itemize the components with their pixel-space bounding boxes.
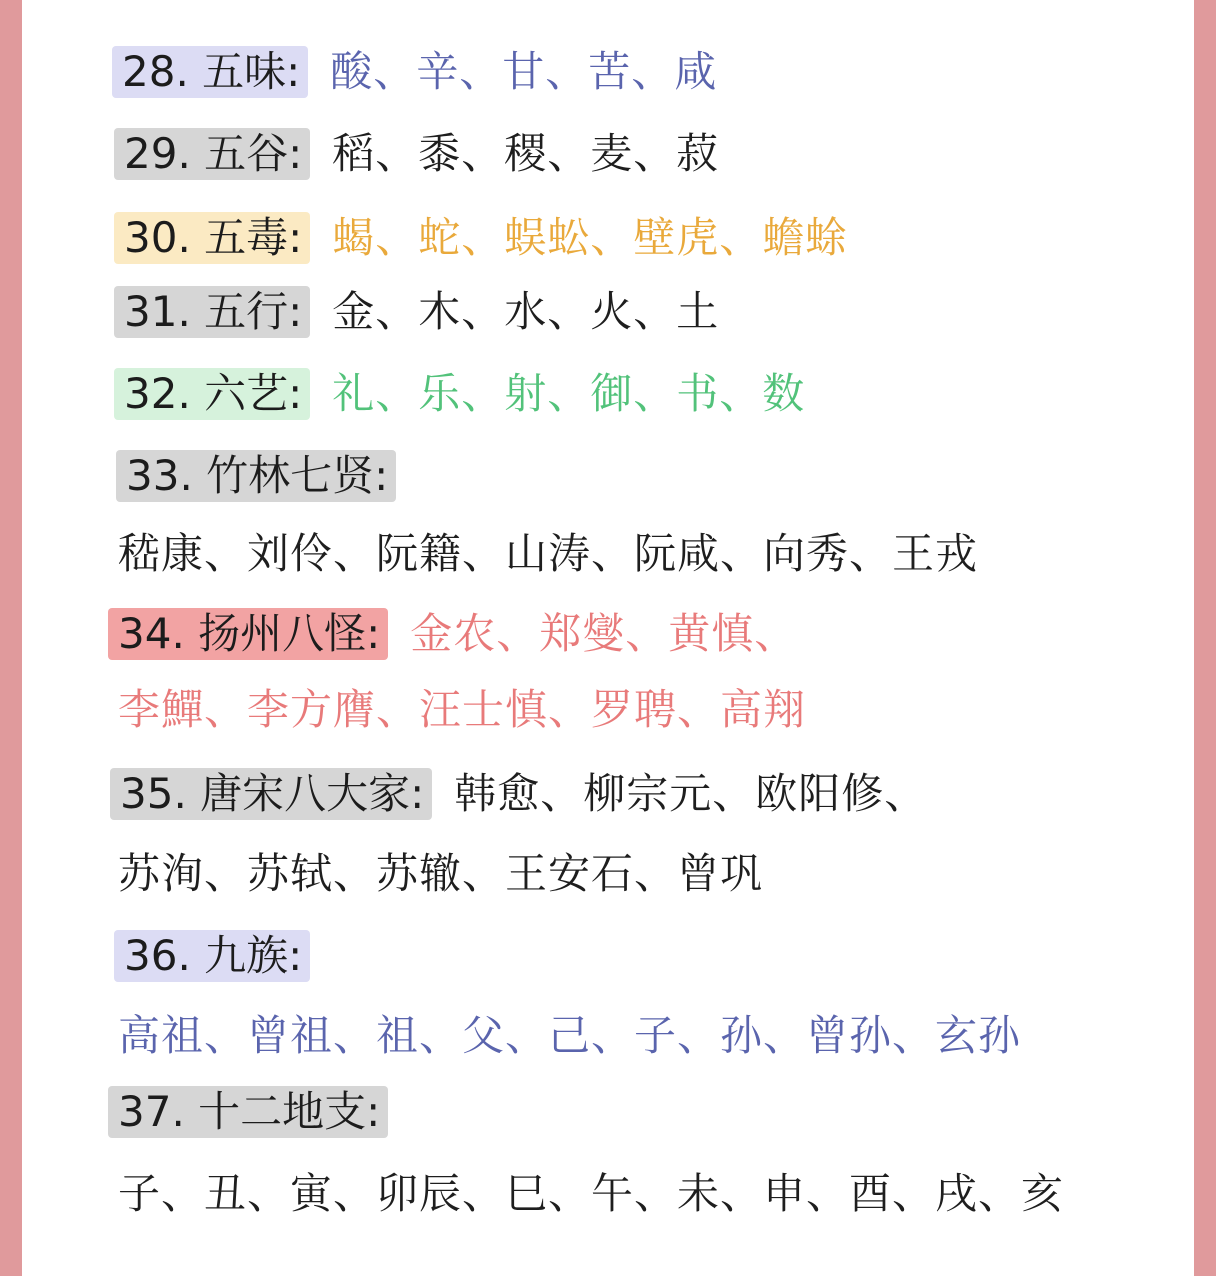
item-label: 33. 竹林七贤: xyxy=(116,450,396,502)
item-35 xyxy=(110,768,927,820)
item-32 xyxy=(114,368,805,420)
item-label: 32. 六艺: xyxy=(114,368,310,420)
item-28 xyxy=(112,46,717,98)
item-value: 金、木、水、火、土 xyxy=(332,287,720,336)
item-value: 礼、乐、射、御、书、数 xyxy=(332,369,806,418)
item-label: 31. 五行: xyxy=(114,286,310,338)
item-37-values xyxy=(118,1168,1064,1220)
item-value: 嵇康、刘伶、阮籍、山涛、阮咸、向秀、王戎 xyxy=(118,529,979,578)
item-label: 29. 五谷: xyxy=(114,128,310,180)
item-label: 28. 五味: xyxy=(112,46,308,98)
item-33-heading xyxy=(116,450,418,502)
page xyxy=(22,0,1194,1276)
item-30 xyxy=(114,212,848,264)
item-value: 高祖、曾祖、祖、父、己、子、孙、曾孙、玄孙 xyxy=(118,1011,1022,1060)
item-36-heading xyxy=(114,930,332,982)
item-value: 子、丑、寅、卯辰、巳、午、未、申、酉、戌、亥 xyxy=(118,1169,1065,1218)
item-35-values xyxy=(118,848,763,900)
item-value: 酸、辛、甘、苦、咸 xyxy=(330,47,718,96)
item-label: 36. 九族: xyxy=(114,930,310,982)
item-33-values xyxy=(118,528,978,580)
item-29 xyxy=(114,128,719,180)
item-37-heading xyxy=(108,1086,410,1138)
item-34-values xyxy=(118,684,806,736)
item-value: 蝎、蛇、蜈蚣、壁虎、蟾蜍 xyxy=(332,213,849,262)
item-31 xyxy=(114,286,719,338)
item-value-line1: 韩愈、柳宗元、欧阳修、 xyxy=(454,769,928,818)
item-value-line2: 苏洵、苏轼、苏辙、王安石、曾巩 xyxy=(118,849,764,898)
item-label: 35. 唐宋八大家: xyxy=(110,768,432,820)
item-label: 34. 扬州八怪: xyxy=(108,608,388,660)
item-34 xyxy=(108,608,797,660)
item-value-line1: 金农、郑燮、黄慎、 xyxy=(410,609,798,658)
item-label: 37. 十二地支: xyxy=(108,1086,388,1138)
item-label: 30. 五毒: xyxy=(114,212,310,264)
item-36-values xyxy=(118,1010,1021,1062)
item-value: 稻、黍、稷、麦、菽 xyxy=(332,129,720,178)
item-value-line2: 李鱓、李方膺、汪士慎、罗聘、高翔 xyxy=(118,685,807,734)
